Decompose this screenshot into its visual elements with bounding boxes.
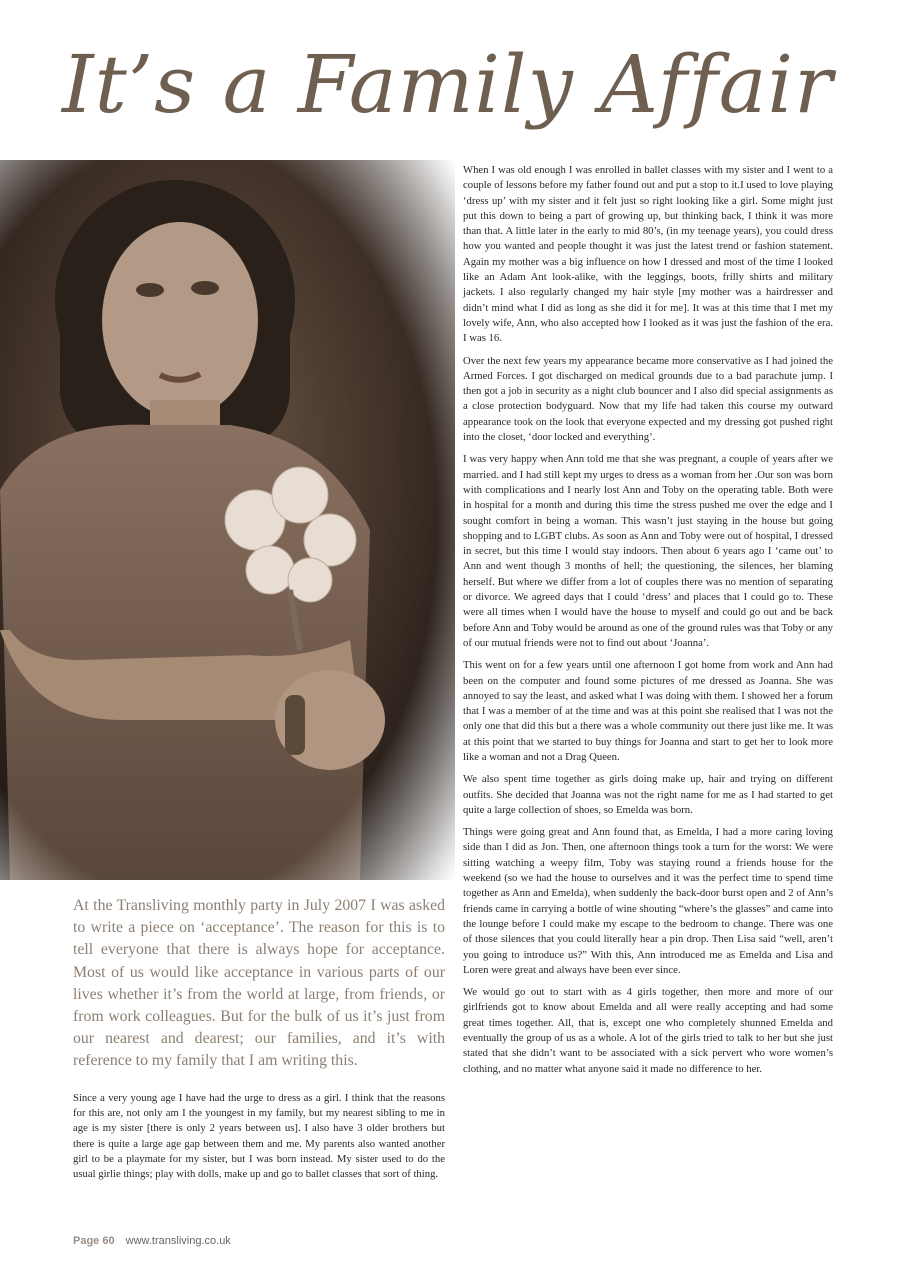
body-paragraph: I was very happy when Ann told me that she was pregnant, a couple of years after we married. and I had still kept my urges to dress as a woman from her .Our son was born with complications and I nearly lost Ann and Toby on the operating table. Both were in hospital for a month and during this time the stress pushed me over the edge and I sought comfort in being a woman. This wasn’t just staying in the house but going shopping and to LGBT clubs. As soon as Ann and Toby were out of hospital, I dressed in secret, but this time I would stay indoors. Then about 6 years ago I ‘came out’ to Ann and went though 3 months of hell; the questioning, the silences, her blaming herself. But where we differ from a lot of couples there was no mention of separating or divorce. We agreed days that I could ‘dress’ and places that I could go to. These were all times when I would have the house to myself and could go out and be back before Ann and Toby would be around as one of the ground rules was that Toby or any of our mutual friends were not to find out about ‘Joanna’. (463, 453, 834, 649)
body-paragraph: Things were going great and Ann found that, as Emelda, I had a more caring loving side than I did as Jon. Then, one afternoon things took a turn for the worst: We were sitting watching a weepy film, Toby was staying round a friends house for the weekend (so we had the house to ourselves and it was the perfect time to spend time together as Ann and Emelda), when suddenly the back-door burst open and 2 of Ann’s friends came in carrying a bottle of wine shouting “where’s the glasses” and came into the lounge before I could make my escape to the bedroom to change. There was one of those silences that you could literally hear a pin drop. Then Lisa said “well, aren’t you going to introduce us?” With this, Ann introduced me as Emelda and Lisa and Loren were great and always have been ever since. (463, 826, 833, 976)
body-paragraph: When I was old enough I was enrolled in ballet classes with my sister and I went to a couple of lessons before my father found out and put a stop to it.I used to love playing ‘dress up’ with my sister and it felt just so right looking like a girl. Some might just put this down to being a part of growing up, but thinking back, I think it was more than that. A little later in the early to mid 80’s, (in my teenage years), you could dress how you wanted and people thought it was just the latest trend or fashion statement. Again my mother was a big influence on how I dressed and most of the time I looked like an Adam Ant look-alike, with the leggings, boots, frilly shirts and military jackets. I also regularly changed my hair style [my mother was a hairdresser and didn’t mind what I did as long as she did it for me]. It was at this time that I met my lovely wife, Ann, who also accepted how I looked as it was just the fashion of the era. I was 16. (463, 164, 833, 345)
page-number: Page 60 (73, 1235, 115, 1247)
body-paragraph: Over the next few years my appearance became more conservative as I had joined the Armed Forces. I got discharged on medical grounds due to a bad parachute jump. I then got a job in security as a night club bouncer and I also did special assignments as a close protection bodyguard. Now that my life had taken this course my outward appearance took on the look that everyone expected and my dressing got pushed right into the closet, ‘door locked and everything’. (463, 354, 833, 444)
body-paragraph: This went on for a few years until one afternoon I got home from work and Ann had been on the computer and found some pictures of me dressed as Joanna. She was annoyed to say the least, and asked what I was doing with them. I showed her a forum that I was a member of at the time and was at this point she realised that I was not the only one that did this but a there was a whole community out there just like me. It was at this point that we started to buy things for Joanna and start to get her to look more like a woman and not a Drag Queen. (463, 659, 833, 763)
body-paragraph: We would go out to start with as 4 girls together, then more and more of our girlfriends got to know about Emelda and all were really accepting and had some great times together. All, that is, except one who completely shunned Emelda and eventually the group of us as a whole. A lot of the girls tried to talk to her but she just stated that she didn’t want to be associated with a sick pervert who wore women’s clothing, and no matter what anyone said it made no difference to her. (463, 986, 833, 1075)
body-column-right (463, 163, 833, 1084)
page-footer (73, 1235, 231, 1247)
intro-text: At the Transliving monthly party in July 2007 I was asked to write a piece on ‘acceptance’. The reason for this is to tell everyone that there is always hope for acceptance. Most of us would like acceptance in various parts of our lives whether it’s from the world at large, from friends, or from work colleagues. But for the bulk of us it’s just from our nearest and dearest; our families, and it’s with reference to my family that I am writing this. (73, 897, 445, 1070)
article-title: It’s a Family Affair (62, 38, 834, 131)
body-paragraph-left: Since a very young age I have had the urge to dress as a girl. I think that the reasons for this are, not only am I the youngest in my family, but my nearest sibling to me in age is my sister [there is only 2 years between us]. I also have 3 older brothers but there is quite a large age gap between them and me. My parents also wanted another girl to be a playmate for my sister, but I was born instead. My sister used to do the usual girlie things; play with dolls, make up and go to ballet classes that sort of thing. (73, 1092, 445, 1181)
website-url: www.transliving.co.uk (125, 1235, 231, 1247)
body-paragraph: We also spent time together as girls doing make up, hair and trying on different outfits. She decided that Joanna was not the right name for me as I had started to get quite a large collection of shoes, so Emelda was born. (463, 773, 833, 816)
portrait-photo (0, 160, 455, 880)
